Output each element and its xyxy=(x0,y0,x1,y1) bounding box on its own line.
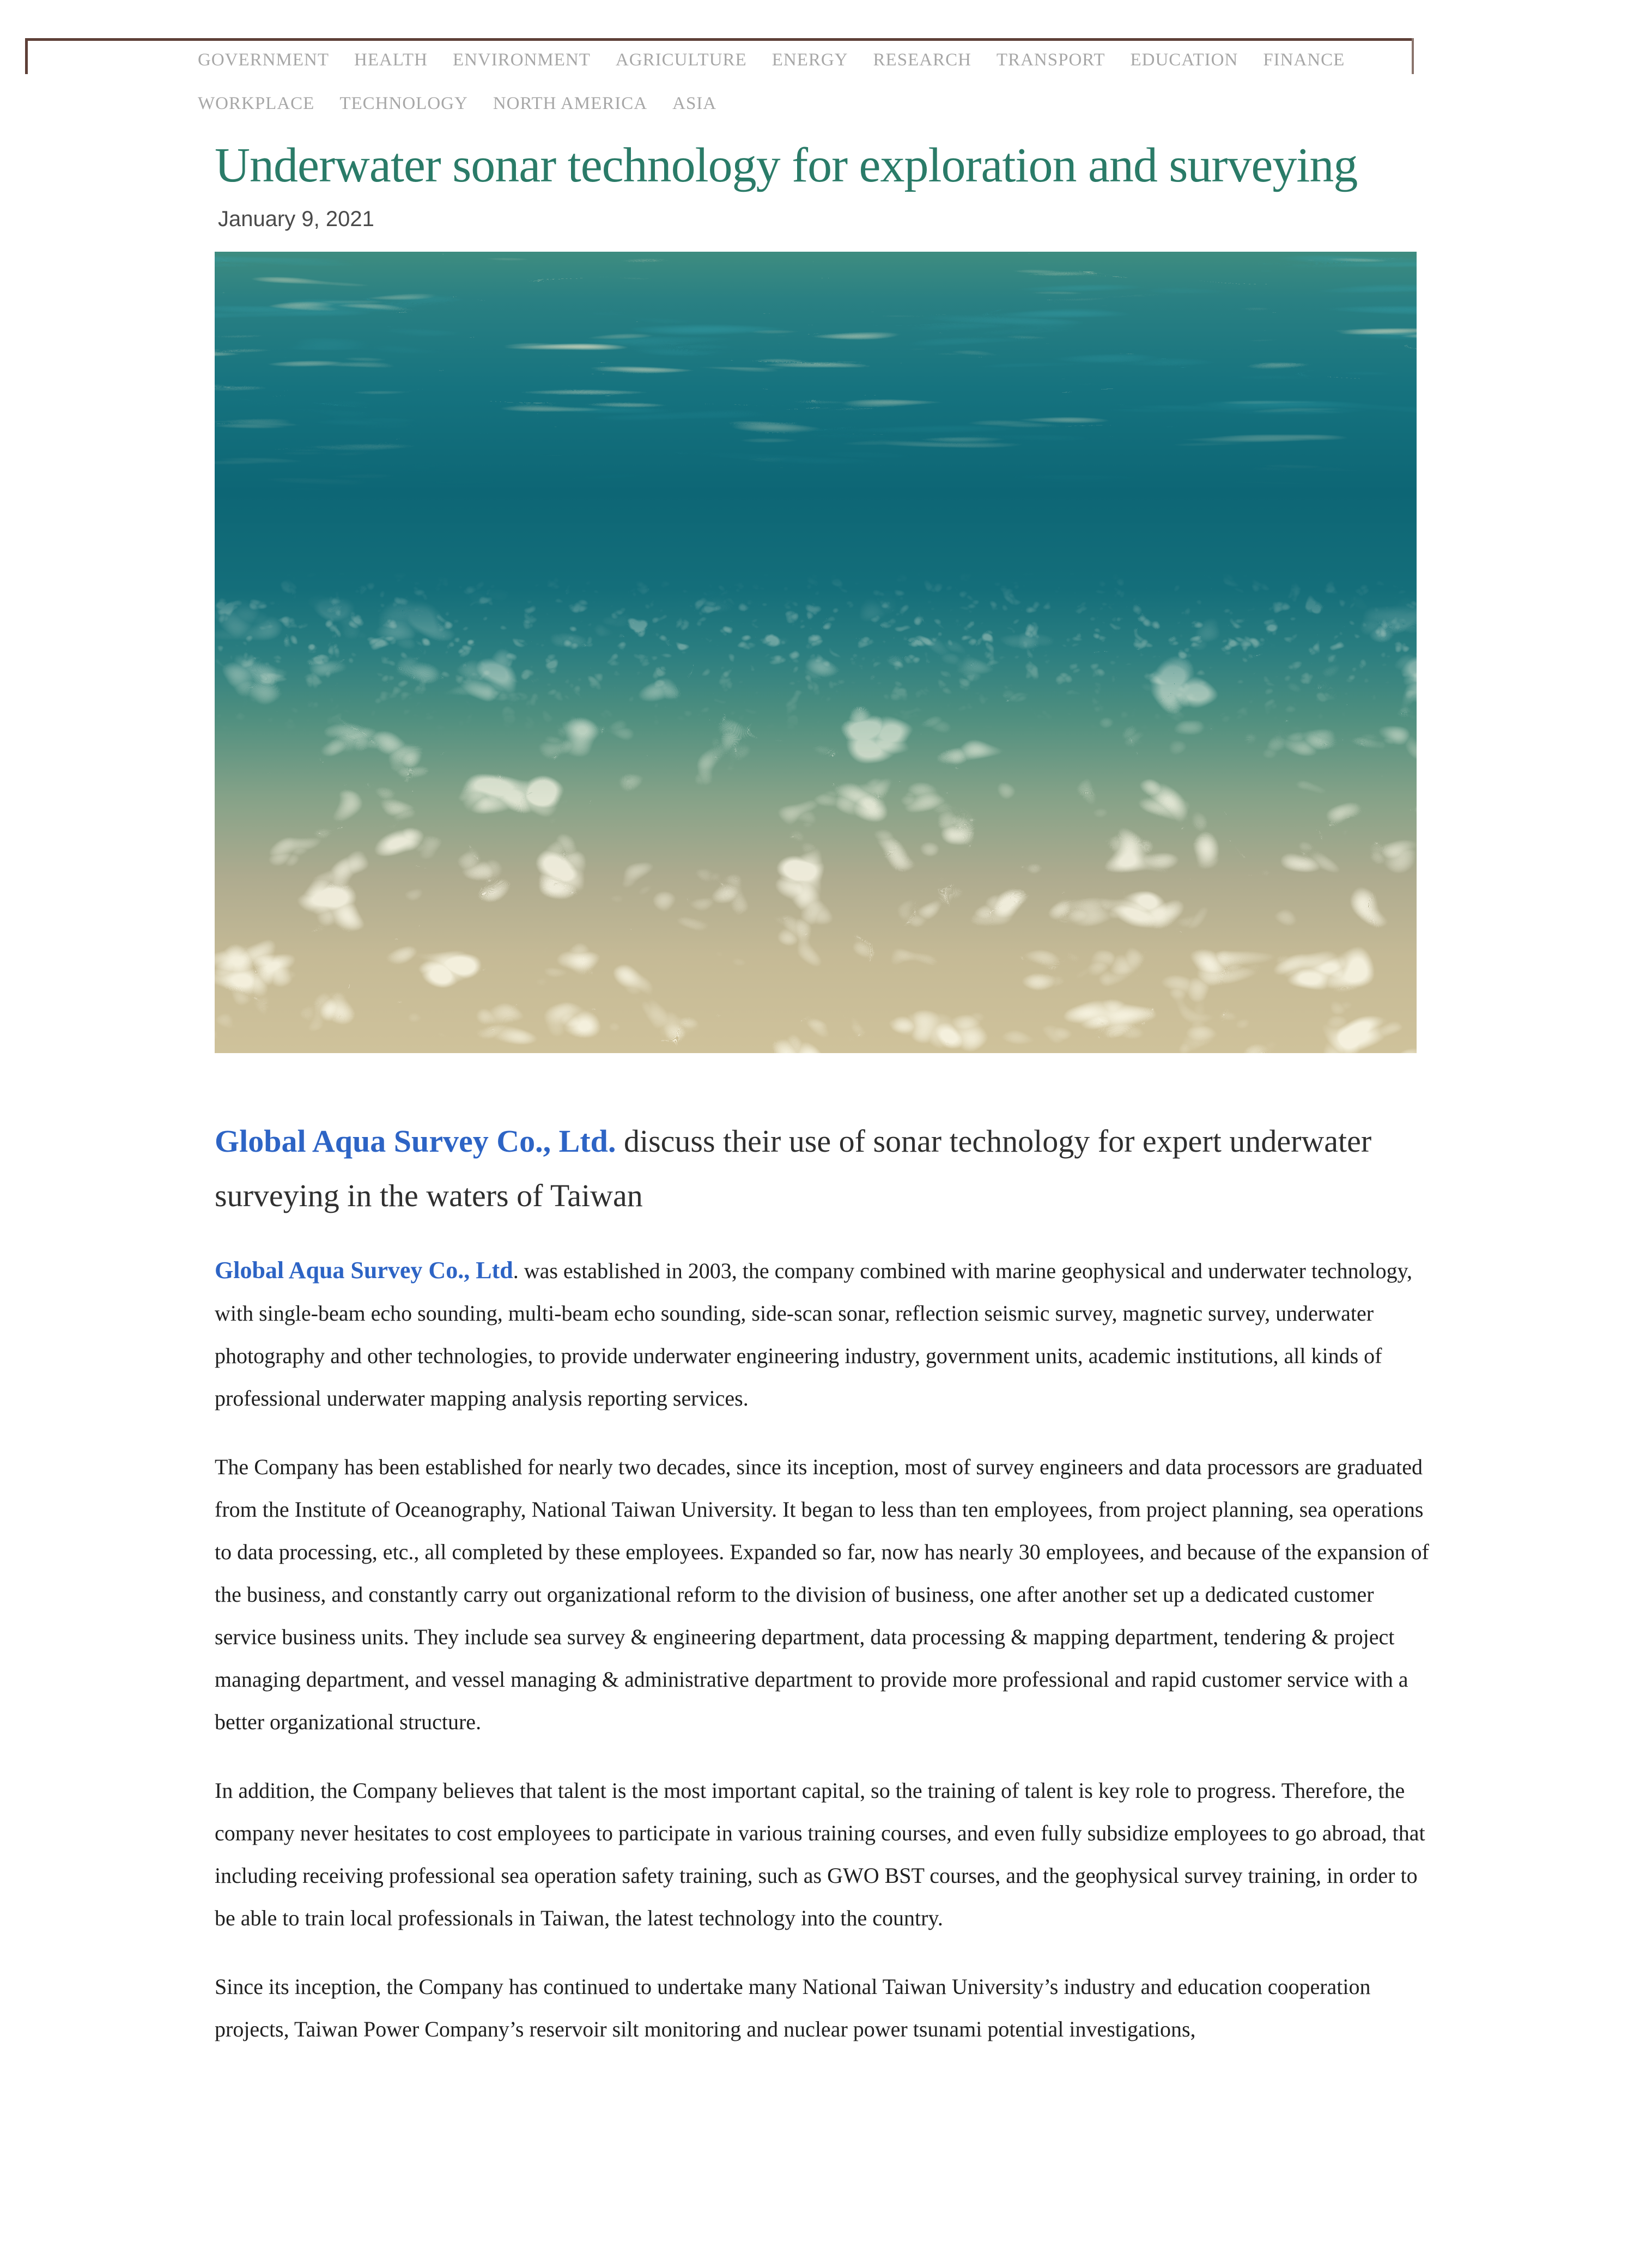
article-paragraph xyxy=(215,1249,1430,1420)
nav-item-north-america[interactable]: NORTH AMERICA xyxy=(493,94,648,113)
nav-item-education[interactable]: EDUCATION xyxy=(1130,50,1238,70)
hero-underwater-photo xyxy=(215,252,1417,1053)
paragraph-text: Since its inception, the Company has continued to undertake many National Taiwan University’s industry and education cooperation projects, Taiwan Power Company’s reservoir silt monitoring and nuclear power tsunami potential investigations, xyxy=(215,1974,1371,2041)
window-frame-right-tick xyxy=(1412,38,1414,74)
nav-item-agriculture[interactable]: AGRICULTURE xyxy=(615,50,747,70)
article-lede xyxy=(215,1114,1422,1223)
nav-item-research[interactable]: RESEARCH xyxy=(873,50,971,70)
nav-item-environment[interactable]: ENVIRONMENT xyxy=(452,50,591,70)
company-link[interactable]: Global Aqua Survey Co., Ltd. xyxy=(215,1123,616,1159)
article xyxy=(215,135,1429,2051)
window-frame-top-line xyxy=(25,38,1414,41)
nav-item-workplace[interactable]: WORKPLACE xyxy=(198,94,315,113)
company-link[interactable]: Global Aqua Survey Co., Ltd xyxy=(215,1257,513,1284)
category-nav xyxy=(198,38,1418,125)
window-frame-left-tick xyxy=(25,38,28,74)
paragraph-text: In addition, the Company believes that talent is the most important capital, so the training of talent is key role to progress. Therefore, the company never hesitates to cost employees to participate in various training courses, and even fully subsidize employees to go abroad, that including receiving professional sea operation safety training, such as GWO BST courses, and the geophysical survey training, in order to be able to train local professionals in Taiwan, the latest technology into the country. xyxy=(215,1778,1425,1930)
nav-item-government[interactable]: GOVERNMENT xyxy=(198,50,329,70)
nav-item-finance[interactable]: FINANCE xyxy=(1263,50,1345,70)
article-paragraph xyxy=(215,1446,1430,1743)
page-title: Underwater sonar technology for exploration and surveying xyxy=(215,138,1358,192)
nav-item-energy[interactable]: ENERGY xyxy=(772,50,848,70)
lede-text: discuss their use of sonar technology for expert underwater surveying in the waters of Taiwan xyxy=(215,1123,1372,1213)
paragraph-text: The Company has been established for nearly two decades, since its inception, most of survey engineers and data processors are graduated from the Institute of Oceanography, National Taiwan University. It began to less than ten employees, from project planning, sea operations to data processing, etc., all completed by these employees. Expanded so far, now has nearly 30 employees, and because of the expansion of the business, and constantly carry out organizational reform to the division of business, one after another set up a dedicated customer service business units. They include sea survey & engineering department, data processing & mapping department, tendering & project managing department, and vessel managing & administrative department to provide more professional and rapid customer service with a better organizational structure. xyxy=(215,1455,1429,1734)
publish-date: January 9, 2021 xyxy=(218,207,374,231)
article-paragraph xyxy=(215,1770,1430,1939)
nav-item-transport[interactable]: TRANSPORT xyxy=(996,50,1105,70)
nav-item-technology[interactable]: TECHNOLOGY xyxy=(339,94,468,113)
paragraph-text: . was established in 2003, the company combined with marine geophysical and underwater technology, with single-beam echo sounding, multi-beam echo sounding, side-scan sonar, reflection seismic survey, magnetic survey, underwater photography and other technologies, to provide underwater engineering industry, government units, academic institutions, all kinds of professional underwater mapping analysis reporting services. xyxy=(215,1258,1412,1410)
article-paragraph xyxy=(215,1966,1430,2051)
nav-item-asia[interactable]: ASIA xyxy=(672,94,717,113)
nav-item-health[interactable]: HEALTH xyxy=(354,50,428,70)
